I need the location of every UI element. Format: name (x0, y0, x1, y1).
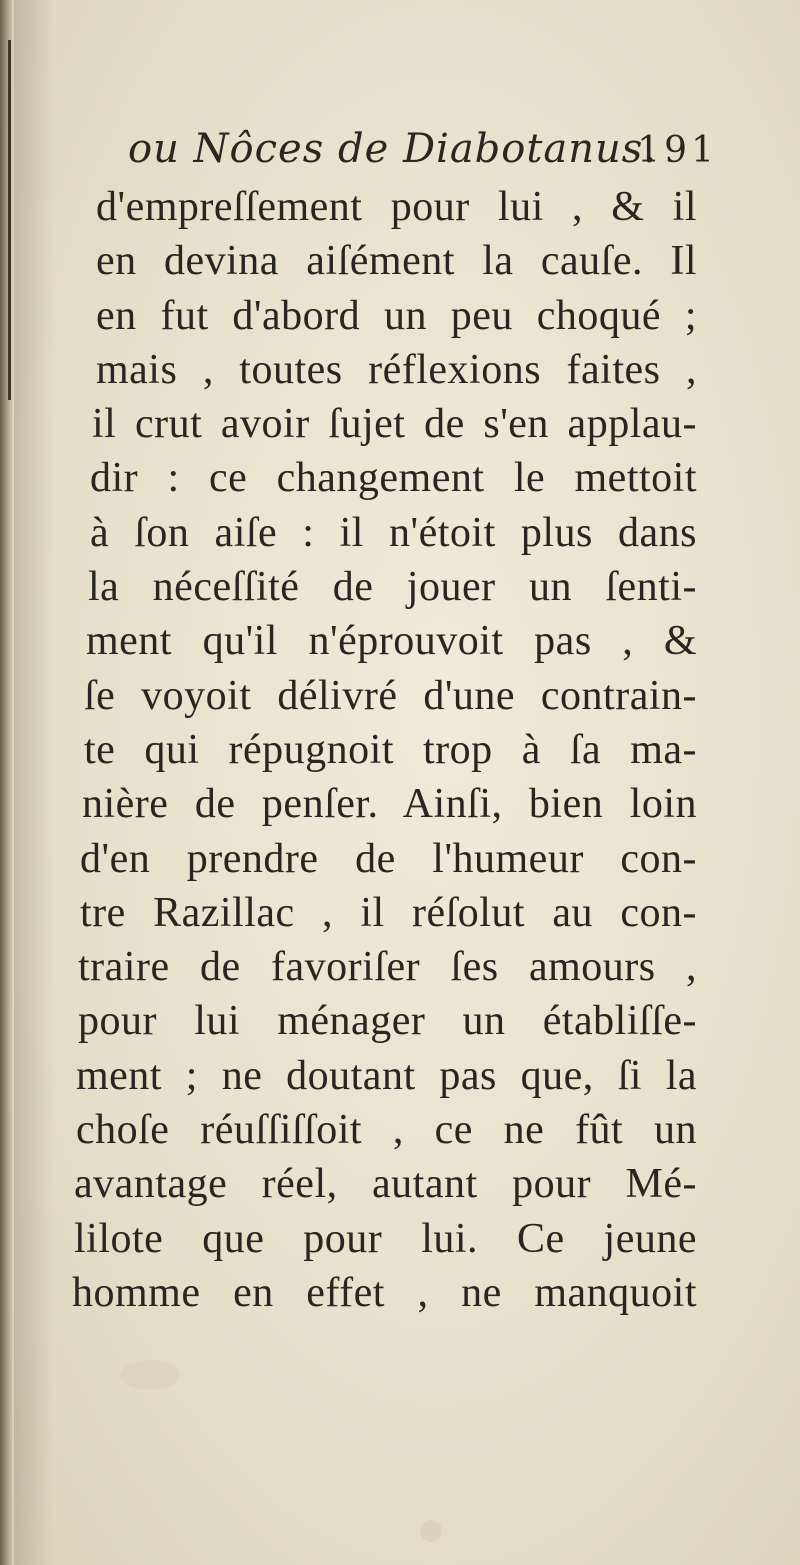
text-line: dir : ce changement le mettoit (90, 455, 697, 502)
text-line: ment qu'il n'éprouvoit pas , & (86, 618, 697, 665)
text-line: la néceſſité de jouer un ſenti- (88, 564, 697, 611)
text-line: tre Razillac , il réſolut au con- (80, 889, 697, 936)
book-gutter (0, 0, 14, 1565)
text-line: lilote que pour lui. Ce jeune (74, 1215, 697, 1262)
text-line: choſe réuſſiſſoit , ce ne fût un (76, 1107, 697, 1154)
text-line: d'empreſſement pour lui , & il (96, 184, 697, 230)
text-line: ment ; ne doutant pas que, ſi la (76, 1052, 697, 1099)
text-line: mais , toutes réflexions faites , (96, 346, 697, 393)
text-line: traire de favoriſer ſes amours , (78, 944, 697, 991)
page-number: 191 (637, 130, 718, 171)
text-line: nière de penſer. Ainſi, bien loin (82, 781, 697, 828)
paper-stain (420, 1520, 442, 1542)
text-line: avantage réel, autant pour Mé- (74, 1161, 697, 1208)
body-text (72, 180, 697, 1320)
text-line: en devina aiſément la cauſe. Il (96, 238, 697, 285)
text-line: à ſon aiſe : il n'étoit plus dans (90, 509, 697, 556)
text-line: homme en effet , ne manquoit (72, 1269, 697, 1316)
running-head: ou Nôces de Diabotanus. (128, 126, 658, 172)
text-line: d'en prendre de l'humeur con- (80, 835, 697, 882)
text-line: ſe voyoit délivré d'une contrain- (84, 672, 697, 719)
text-line: te qui répugnoit trop à ſa ma- (84, 726, 697, 773)
page-shadow (14, 0, 54, 1565)
paper-stain (120, 1360, 180, 1390)
text-line: il crut avoir ſujet de s'en applau- (92, 401, 697, 448)
binding-edge (8, 40, 11, 400)
text-line: pour lui ménager un établiſſe- (78, 998, 697, 1045)
text-line: en fut d'abord un peu choqué ; (96, 292, 697, 339)
page-header (128, 126, 718, 186)
